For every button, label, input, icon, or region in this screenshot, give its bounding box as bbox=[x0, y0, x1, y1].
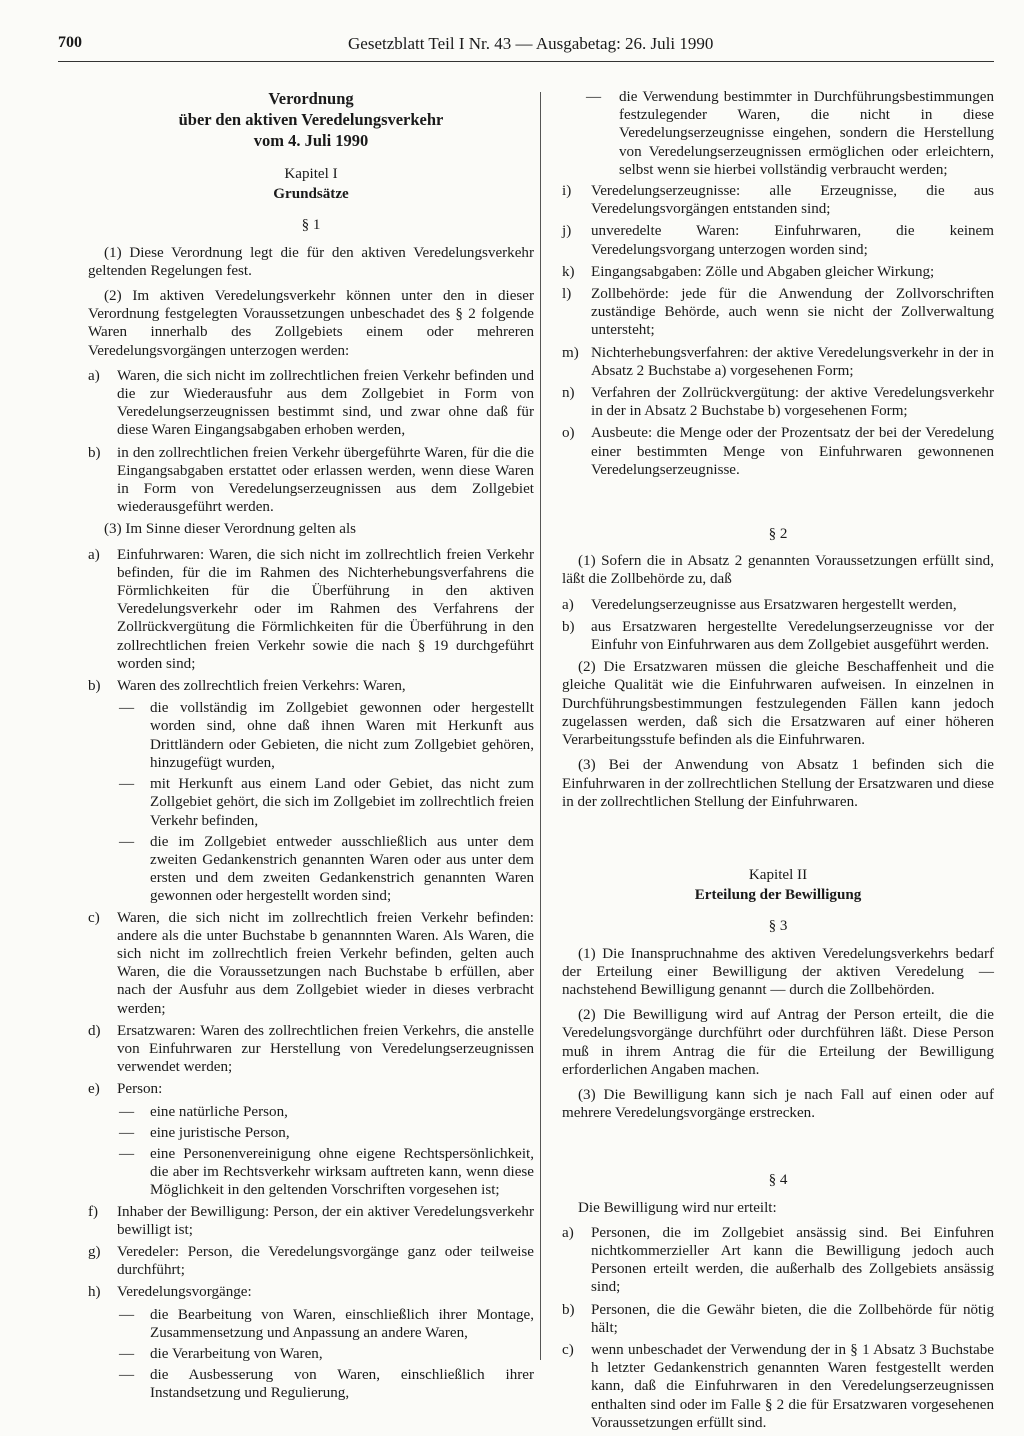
section-1-paragraph-1: (1) Diese Verordnung legt die für den aktiven Veredelungsverkehr geltenden Regelungen fest. bbox=[88, 244, 534, 279]
dash-text: die Ausbesserung von Waren, einschließlich ihrer Instandsetzung und Regulierung, bbox=[150, 1367, 534, 1402]
dash-mark: — bbox=[119, 700, 135, 717]
list-text: Ersatzwaren: Waren des zollrechtlichen freien Verkehrs, die anstelle von Einfuhrwaren zur Herstellung von Veredelungserzeugnissen verwendet werden; bbox=[117, 1022, 534, 1076]
definition-d bbox=[88, 1022, 534, 1077]
definition-a bbox=[88, 546, 534, 673]
list-text: Waren, die sich nicht im zollrechtlich freien Verkehr befinden: andere als die unter Buchstabe b genannnten Waren. Als Waren, die sich nicht im zollrechtlich freien Verkehr befinden, gelten auch Waren, die die Voraussetzungen nach Buchstabe b erfüllen, aber nach der Ausfuhr aus dem Zollgebiet wieder in dieses verbracht werden; bbox=[117, 909, 534, 1017]
list-text: Eingangsabgaben: Zölle und Abgaben gleicher Wirkung; bbox=[591, 263, 935, 280]
ordinance-title: Verordnung bbox=[268, 89, 354, 108]
dash-text: mit Herkunft aus einem Land oder Gebiet, das nicht zum Zollgebiet gehört, die sich im Zollgebiet im zollrechtlich freien Verkehr befinden, bbox=[150, 776, 534, 829]
chapter-1-title: Grundsätze bbox=[273, 186, 349, 203]
definition-m bbox=[562, 344, 994, 380]
dash-mark: — bbox=[119, 1345, 135, 1362]
list-label: j) bbox=[562, 223, 572, 240]
list-text: Einfuhrwaren: Waren, die sich nicht im zollrechtlich freien Verkehr befinden, für die im Rahmen des Nichterhebungsverfahrens die Förmlichkeiten für die Überführung in den aktiven Veredelungsverkehr oder im Rahmen des Verfahrens der Zollrückvergütung die Förmlichkeiten für die Überführung in den zollrechtlichen freien Verkehr sowie die nach § 19 durchgeführt worden sind; bbox=[117, 546, 534, 672]
list-text: Nichterhebungsverfahren: der aktive Veredelungsverkehr in der in Absatz 2 Buchstabe a) vorgesehenen Form; bbox=[591, 344, 994, 379]
list-label: b) bbox=[88, 678, 101, 695]
section-1-paragraph-3: (3) Im Sinne dieser Verordnung gelten als bbox=[104, 521, 357, 538]
definition-i bbox=[562, 182, 994, 218]
list-label: d) bbox=[88, 1022, 101, 1039]
dash-text: die vollständig im Zollgebiet gewonnen oder hergestellt worden sind, ohne daß ihnen Waren mit Herkunft aus Drittländern oder Gebieten, die nicht zum Zollgebiet gehören, hinzugefügt wurden, bbox=[150, 700, 534, 771]
list-label: e) bbox=[88, 1081, 100, 1098]
dash-text: die im Zollgebiet entweder ausschließlich aus unter dem zweiten Gedankenstrich genannten Waren oder aus unter dem ersten und dem zweiten Gedankenstrich genannten Waren gewonnen oder hergestellt worden sind; bbox=[150, 833, 534, 905]
dash-text: die Verarbeitung von Waren, bbox=[150, 1345, 323, 1362]
chapter-2-label: Kapitel II bbox=[748, 866, 808, 883]
right-column bbox=[562, 88, 994, 1436]
definition-c bbox=[88, 909, 534, 1018]
definition-g bbox=[88, 1243, 534, 1279]
list-item bbox=[562, 618, 994, 654]
header-title: Gesetzblatt Teil I Nr. 43 — Ausgabetag: 26. Juli 1990 bbox=[348, 34, 714, 53]
section-1-heading: § 1 bbox=[301, 217, 321, 234]
definition-f bbox=[88, 1203, 534, 1239]
section-2-heading: § 2 bbox=[768, 526, 788, 543]
definition-k bbox=[562, 263, 994, 281]
list-text: Veredeler: Person, die Veredelungsvorgänge ganz oder teilweise durchführt; bbox=[117, 1243, 534, 1279]
dash-text: eine juristische Person, bbox=[150, 1124, 290, 1141]
dash-item bbox=[88, 1124, 534, 1142]
dash-item bbox=[88, 1145, 534, 1200]
dash-item bbox=[88, 699, 534, 772]
list-item bbox=[88, 444, 534, 517]
dash-text: eine Personenvereinigung ohne eigene Rechtspersönlichkeit, die aber im Rechtsverkehr wirksam auftreten kann, wenn diese Möglichkeit in den geltenden Vorschriften vorgesehen ist; bbox=[150, 1145, 534, 1199]
list-text: Waren, die sich nicht im zollrechtlichen freien Verkehr befinden und die zur Wiederausfuhr aus dem Zollgebiet in Form von Veredelungserzeugnissen bestimmt sind, und zwar ohne daß für diese Waren Eingangsabgaben erhoben werden, bbox=[117, 367, 534, 439]
list-text: Personen, die im Zollgebiet ansässig sind. Bei Einfuhren nichtkommerzieller Art kann die Bewilligung jedoch auch Personen erteilt werden, die außerhalb des Zollgebiets ansässig sind; bbox=[591, 1224, 994, 1296]
list-text: Zollbehörde: jede für die Anwendung der Zollvorschriften zuständige Behörde, auch wenn sie nicht der Zollverwaltung untersteht; bbox=[591, 286, 994, 339]
dash-mark: — bbox=[119, 1103, 135, 1120]
list-text: in den zollrechtlichen freien Verkehr übergeführte Waren, für die die Eingangsabgaben erstattet oder erlassen werden, wenn diese Waren in Form von Veredelungserzeugnissen aus dem Zollgebiet wiederausgeführt werden. bbox=[117, 444, 534, 516]
list-label: a) bbox=[562, 596, 574, 613]
list-label: k) bbox=[562, 263, 575, 280]
list-text: Verfahren der Zollrückvergütung: der aktive Veredelungsverkehr in der in Absatz 2 Buchstabe b) vorgesehenen Form; bbox=[591, 385, 994, 420]
section-2-paragraph-3: (3) Bei der Anwendung von Absatz 1 befinden sich die Einfuhrwaren in der zollrechtlichen Stellung der Ersatzwaren und diese in der zollrechtlichen Stellung der Einfuhrwaren. bbox=[562, 757, 994, 810]
ordinance-date: vom 4. Juli 1990 bbox=[253, 131, 369, 150]
list-item bbox=[562, 1341, 994, 1432]
definition-l bbox=[562, 285, 994, 340]
ordinance-subtitle: über den aktiven Veredelungsverkehr bbox=[178, 110, 444, 129]
list-item bbox=[562, 1224, 994, 1297]
list-label: f) bbox=[88, 1203, 99, 1220]
list-text: Ausbeute: die Menge oder der Prozentsatz der bei der Veredelung einer bestimmten Menge von Einfuhrwaren gewonnenen Veredelungserzeugnisse. bbox=[591, 425, 994, 478]
left-column bbox=[88, 88, 534, 1406]
dash-mark: — bbox=[119, 1306, 135, 1323]
column-divider bbox=[540, 92, 541, 1360]
page-number: 700 bbox=[58, 34, 82, 51]
dash-mark: — bbox=[119, 1124, 135, 1141]
list-label: c) bbox=[88, 909, 100, 926]
dash-mark: — bbox=[586, 89, 602, 105]
list-text: Veredelungserzeugnisse aus Ersatzwaren hergestellt werden, bbox=[591, 596, 957, 613]
section-4-heading: § 4 bbox=[768, 1172, 788, 1189]
list-text: unveredelte Waren: Einfuhrwaren, die keinem Veredelungsvorgang unterzogen worden sind; bbox=[591, 223, 994, 258]
definition-o bbox=[562, 424, 994, 479]
dash-item bbox=[562, 88, 994, 179]
page-header bbox=[58, 34, 994, 58]
list-label: b) bbox=[562, 618, 575, 635]
dash-item bbox=[88, 775, 534, 830]
definition-h bbox=[88, 1283, 534, 1301]
dash-mark: — bbox=[119, 833, 135, 850]
dash-text: die Verwendung bestimmter in Durchführungsbestimmungen festzulegender Waren, die nicht in diese Veredelungserzeugnisse eingehen, sondern die Herstellung von Veredelungserzeugnissen ermöglichen oder erleichtern, selbst wenn sie hierbei vollständig verbraucht werden; bbox=[619, 89, 994, 178]
list-text: Person: bbox=[117, 1081, 163, 1098]
list-text: wenn unbeschadet der Verwendung der in § 1 Absatz 3 Buchstabe h letzter Gedankenstrich genannten Waren festgestellt werden kann, daß die Einfuhrwaren in den Veredelungserzeugnissen enthalten sind oder im Falle § 2 die für Ersatzwaren vorgesehenen Voraussetzungen erfüllt sind. bbox=[591, 1341, 994, 1431]
dash-mark: — bbox=[119, 776, 135, 793]
list-text: Inhaber der Bewilligung: Person, der ein aktiver Veredelungsverkehr bewilligt ist; bbox=[117, 1203, 534, 1238]
dash-item bbox=[88, 833, 534, 906]
definition-b bbox=[88, 677, 534, 695]
list-label: l) bbox=[562, 286, 572, 303]
list-text: aus Ersatzwaren hergestellte Veredelungserzeugnisse vor der Einfuhr von Einfuhrwaren aus dem Zollgebiet ausgeführt werden. bbox=[591, 618, 994, 654]
list-label: b) bbox=[88, 444, 101, 461]
section-1-paragraph-2: (2) Im aktiven Veredelungsverkehr können unter den in dieser Verordnung festgelegten Voraussetzungen unbeschadet des § 2 folgende Waren innerhalb des Zollgebiets einem oder mehreren Veredelungsvorgängen unterzogen werden: bbox=[88, 288, 534, 359]
section-3-paragraph-2: (2) Die Bewilligung wird auf Antrag der Person erteilt, die die Veredelungsvorgänge durchführt oder durchführen läßt. Diese Person muß in ihrem Antrag die für die Erteilung der Bewilligung erforderlichen Angaben machen. bbox=[562, 1007, 994, 1078]
list-label: a) bbox=[88, 546, 100, 563]
list-label: g) bbox=[88, 1243, 101, 1260]
dash-item bbox=[88, 1103, 534, 1121]
dash-text: die Bearbeitung von Waren, einschließlich ihrer Montage, Zusammensetzung und Anpassung an andere Waren, bbox=[150, 1306, 534, 1341]
header-rule bbox=[58, 61, 994, 62]
section-3-heading: § 3 bbox=[768, 918, 788, 935]
list-label: a) bbox=[88, 367, 100, 384]
list-label: n) bbox=[562, 385, 575, 402]
list-item bbox=[562, 596, 994, 614]
list-text: Personen, die die Gewähr bieten, die die Zollbehörde für nötig hält; bbox=[591, 1301, 994, 1336]
list-label: m) bbox=[562, 344, 579, 361]
section-3-paragraph-1: (1) Die Inanspruchnahme des aktiven Veredelungsverkehrs bedarf der Erteilung einer Bewilligung der aktiven Veredelung — nachstehend Bewilligung genannt — durch die Zollbehörden. bbox=[562, 945, 994, 998]
section-3-paragraph-3: (3) Die Bewilligung kann sich je nach Fall auf einen oder auf mehrere Veredelungsvorgänge erstrecken. bbox=[562, 1086, 994, 1122]
list-label: h) bbox=[88, 1284, 101, 1301]
list-label: b) bbox=[562, 1301, 575, 1318]
list-label: i) bbox=[562, 183, 572, 200]
list-text: Veredelungserzeugnisse: alle Erzeugnisse, die aus Veredelungsvorgängen entstanden sind; bbox=[591, 183, 994, 218]
dash-mark: — bbox=[119, 1145, 135, 1162]
dash-text: eine natürliche Person, bbox=[150, 1103, 288, 1120]
list-label: a) bbox=[562, 1224, 574, 1241]
list-label: c) bbox=[562, 1341, 574, 1358]
dash-item bbox=[88, 1366, 534, 1402]
chapter-1-label: Kapitel I bbox=[284, 166, 338, 182]
definition-e bbox=[88, 1080, 534, 1098]
section-2-paragraph-1: (1) Sofern die in Absatz 2 genannten Voraussetzungen erfüllt sind, läßt die Zollbehörde zu, daß bbox=[562, 553, 994, 588]
list-text: Waren des zollrechtlich freien Verkehrs: Waren, bbox=[117, 678, 406, 695]
definition-n bbox=[562, 384, 994, 420]
list-text: Veredelungsvorgänge: bbox=[117, 1284, 252, 1301]
section-2-paragraph-2: (2) Die Ersatzwaren müssen die gleiche Beschaffenheit und die gleiche Qualität wie die Einfuhrwaren aufweisen. In einzelnen in Durchführungsbestimmungen festzulegenden Fällen kann jedoch zugelassen werden, daß sich die Ersatzwaren auf einer höheren Verarbeitungsstufe befinden als die Einfuhrwaren. bbox=[562, 659, 994, 749]
list-item bbox=[562, 1301, 994, 1337]
definition-j bbox=[562, 222, 994, 258]
dash-item bbox=[88, 1306, 534, 1342]
dash-item bbox=[88, 1345, 534, 1363]
chapter-2-title: Erteilung der Bewilligung bbox=[694, 887, 862, 904]
dash-mark: — bbox=[119, 1367, 135, 1384]
list-label: o) bbox=[562, 425, 575, 442]
list-item bbox=[88, 367, 534, 440]
section-4-intro: Die Bewilligung wird nur erteilt: bbox=[578, 1199, 777, 1216]
